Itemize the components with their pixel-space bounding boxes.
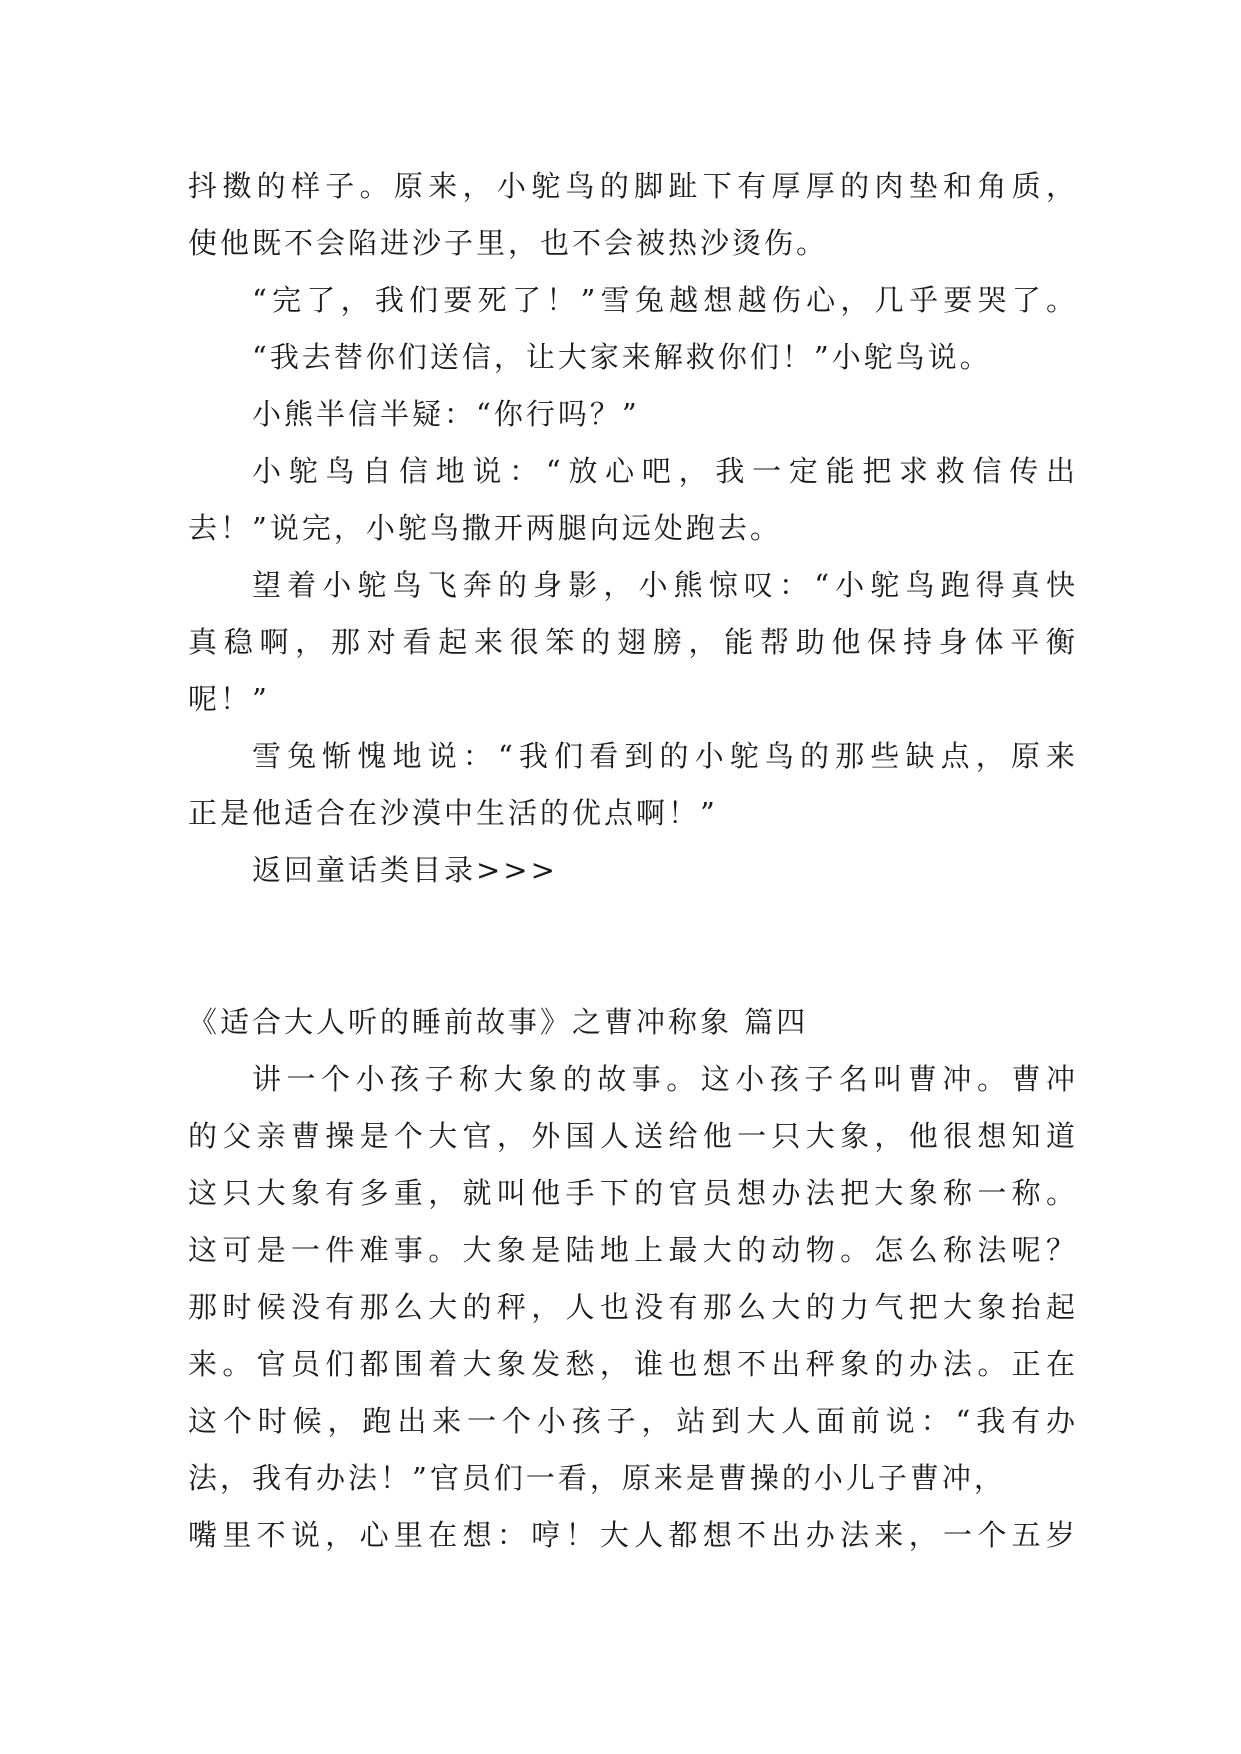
section-title: 《适合大人听的睡前故事》之曹冲称象 篇四 xyxy=(188,1005,809,1039)
paragraph-line: 法，我有办法！”官员们一看，原来是曹操的小儿子曹冲， xyxy=(188,1461,1006,1495)
paragraph-line: 正是他适合在沙漠中生活的优点啊！” xyxy=(188,796,718,830)
section-spacer xyxy=(188,899,1078,994)
paragraph-line: 抖擞的样子。原来，小鸵鸟的脚趾下有厚厚的肉垫和角质， xyxy=(188,169,1078,203)
paragraph-line: 望着小鸵鸟飞奔的身影，小熊惊叹：“小鸵鸟跑得真快 xyxy=(252,568,1078,602)
paragraph-line: 小鸵鸟自信地说：“放心吧，我一定能把求救信传出 xyxy=(252,454,1078,488)
paragraph-line: 这个时候，跑出来一个小孩子，站到大人面前说：“我有办 xyxy=(188,1404,1078,1438)
document-body xyxy=(188,158,1078,1564)
paragraph-line: 真稳啊，那对看起来很笨的翅膀，能帮助他保持身体平衡 xyxy=(188,625,1078,659)
paragraph-line: 雪兔惭愧地说：“我们看到的小鸵鸟的那些缺点，原来 xyxy=(252,739,1078,773)
paragraph-line: 去！”说完，小鸵鸟撒开两腿向远处跑去。 xyxy=(188,511,782,545)
paragraph-line: 这可是一件难事。大象是陆地上最大的动物。怎么称法呢？ xyxy=(188,1233,1078,1267)
paragraph-line: “我去替你们送信，让大家来解救你们！”小鸵鸟说。 xyxy=(252,340,992,374)
paragraph-line: 这只大象有多重，就叫他手下的官员想办法把大象称一称。 xyxy=(188,1176,1078,1210)
paragraph-line: 呢！” xyxy=(188,682,270,716)
paragraph-line: 使他既不会陷进沙子里，也不会被热沙烫伤。 xyxy=(188,226,829,260)
paragraph-line: 小熊半信半疑：“你行吗？” xyxy=(252,397,640,431)
paragraph-line: 讲一个小孩子称大象的故事。这小孩子名叫曹冲。曹冲 xyxy=(252,1062,1078,1096)
paragraph-line: 来。官员们都围着大象发愁，谁也想不出秤象的办法。正在 xyxy=(188,1347,1078,1381)
paragraph-line: 嘴里不说，心里在想：哼！大人都想不出办法来，一个五岁 xyxy=(188,1518,1078,1552)
paragraph-line: 的父亲曹操是个大官，外国人送给他一只大象，他很想知道 xyxy=(188,1119,1078,1153)
paragraph-line: 那时候没有那么大的秤，人也没有那么大的力气把大象抬起 xyxy=(188,1290,1078,1324)
back-to-catalog-link-line xyxy=(188,842,1078,899)
back-to-catalog-link[interactable]: 返回童话类目录>>> xyxy=(252,853,558,887)
paragraph-line: “完了，我们要死了！”雪兔越想越伤心，几乎要哭了。 xyxy=(252,283,1078,317)
